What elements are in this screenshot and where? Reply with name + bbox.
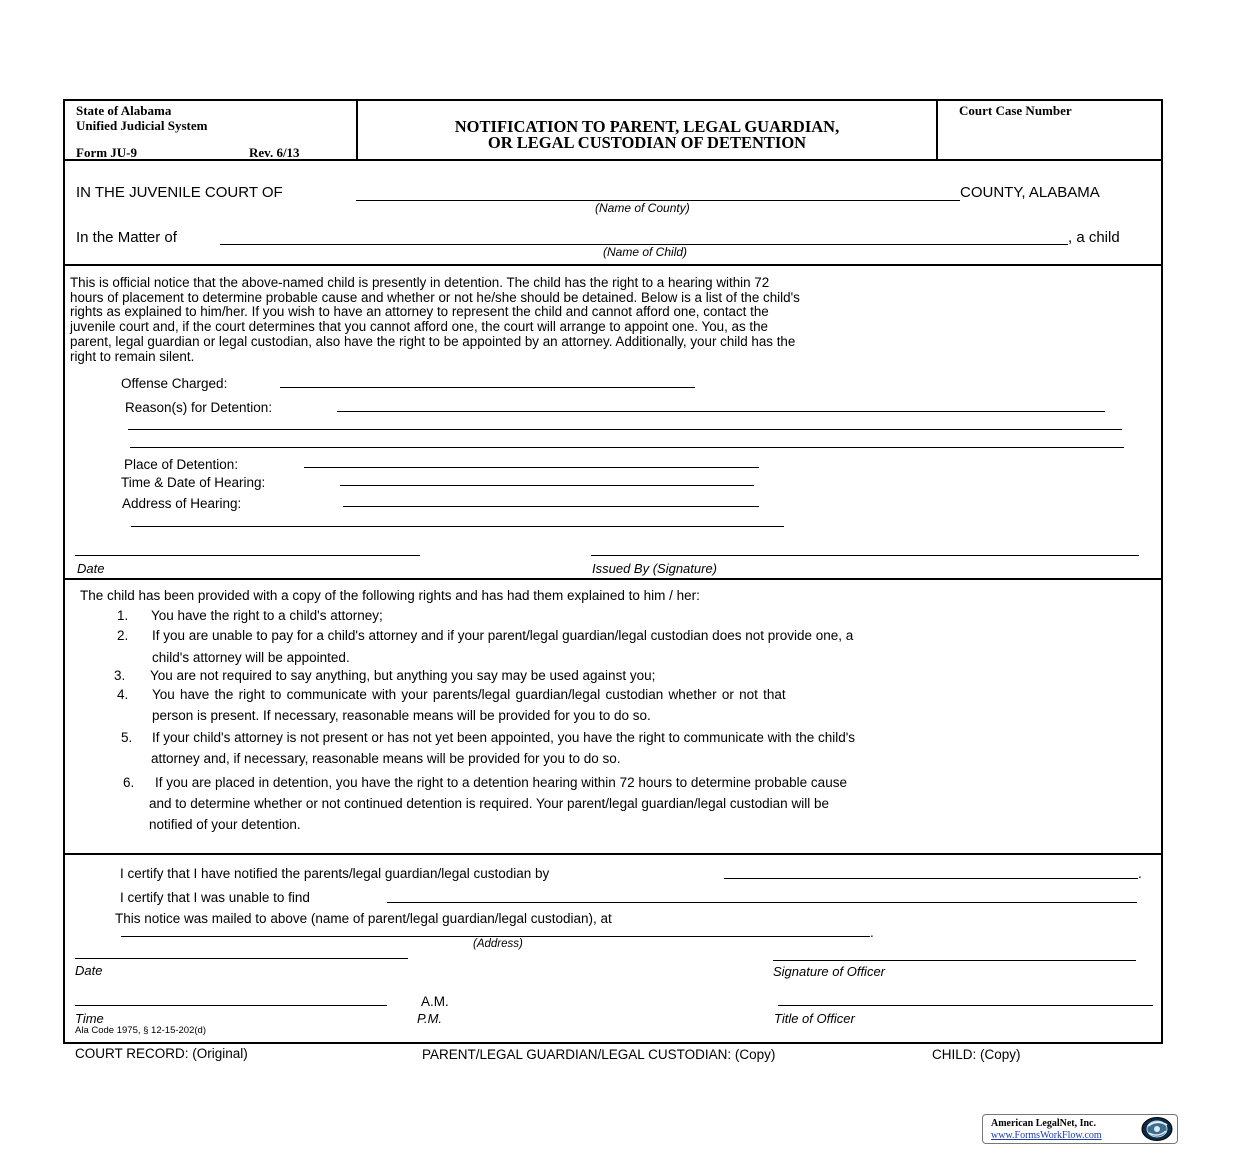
date-caption: Date [77,561,105,576]
reasons-field-1[interactable] [337,411,1105,412]
logo-url[interactable]: www.FormsWorkFlow.com [991,1130,1102,1141]
notice-line: juvenile court and, if the court determines that you cannot afford one, the court will arrange to appoint one. You, as the [70,319,769,335]
revision-label: Rev. 6/13 [249,145,300,160]
reasons-label: Reason(s) for Detention: [125,400,273,415]
address-label: Address of Hearing: [122,496,242,511]
right-text-4: You have the right to communicate with your parents/legal guardian/legal custodian whether or not that [152,687,786,702]
notice-line: rights as explained to him/her. If you wish to have an attorney to represent the child and cannot afford one, contact the [70,304,769,320]
case-number-label: Court Case Number [959,103,1072,118]
issued-by-caption: Issued By (Signature) [592,561,718,576]
court-section-divider [65,264,1161,266]
unable-to-find-field[interactable] [387,902,1137,903]
certify-date-caption: Date [75,963,103,978]
right-text-6: If you are placed in detention, you have the right to a detention hearing within 72 hours to determine probable cause [155,775,847,790]
certify-unable: I certify that I was unable to find [120,890,310,905]
address-field-2[interactable] [131,526,784,527]
form-title-line2: OR LEGAL CUSTODIAN OF DETENTION [487,133,807,152]
rights-section-divider [65,853,1161,855]
time-field[interactable] [75,1005,387,1006]
code-citation: Ala Code 1975, § 12-15-202(d) [75,1025,206,1036]
right-text-5b: attorney and, if necessary, reasonable means will be provided for you to do so. [151,751,621,766]
notified-by-field[interactable] [724,878,1138,879]
right-text-5: If your child's attorney is not present or has not yet been appointed, you have the right to communicate with the child's [152,730,856,745]
header-divider-right [936,101,938,161]
period-mark: . [1138,866,1142,881]
matter-prefix: In the Matter of [76,229,177,246]
right-text-3: You are not required to say anything, but anything you say may be used against you; [150,668,656,683]
officer-title-caption: Title of Officer [774,1011,855,1026]
certify-date-field[interactable] [75,958,408,959]
right-number-6: 6. [123,775,135,790]
distribution-child: CHILD: (Copy) [932,1047,1021,1062]
place-label: Place of Detention: [124,457,239,472]
offense-field[interactable] [280,387,695,388]
certify-notified: I certify that I have notified the parents/legal guardian/legal custodian by [120,866,550,881]
reasons-field-3[interactable] [130,447,1124,448]
officer-title-field[interactable] [778,1005,1153,1006]
american-legalnet-logo[interactable] [982,1114,1178,1144]
form-title [358,119,936,151]
county-caption: (Name of County) [595,201,690,215]
state-label: State of Alabama [76,103,172,118]
court-suffix: COUNTY, ALABAMA [960,184,1100,201]
am-label: A.M. [421,994,449,1009]
right-number-3: 3. [114,668,126,683]
date-field[interactable] [75,555,420,556]
notice-line: hours of placement to determine probable cause and whether or not he/she should be detained. Below is a list of the child's [70,289,800,305]
time-date-label: Time & Date of Hearing: [121,475,266,490]
right-number-1: 1. [117,608,129,623]
issued-by-signature-field[interactable] [591,555,1139,556]
notice-line: parent, legal guardian or legal custodian, also have the right to be appointed by an attorney. Additionally, your child has the [70,333,796,349]
system-label: Unified Judicial System [76,118,208,133]
right-number-2: 2. [117,628,129,643]
address-field-1[interactable] [343,506,759,507]
right-number-5: 5. [121,730,133,745]
officer-signature-caption: Signature of Officer [773,964,885,979]
reasons-field-2[interactable] [128,429,1122,430]
distribution-parent: PARENT/LEGAL GUARDIAN/LEGAL CUSTODIAN: (Copy) [422,1047,776,1062]
time-caption: Time [75,1011,104,1026]
right-text-1: You have the right to a child's attorney; [151,608,383,623]
right-number-4: 4. [117,687,129,702]
certify-mailed: This notice was mailed to above (name of parent/legal guardian/legal custodian), at [115,911,612,926]
right-text-2: If you are unable to pay for a child's attorney and if your parent/legal guardian/legal custodian does not provide one, a [152,628,854,643]
address-caption: (Address) [473,938,523,950]
child-caption: (Name of Child) [603,245,688,259]
right-text-2b: child's attorney will be appointed. [152,650,350,665]
matter-suffix: , a child [1068,229,1120,246]
time-date-field[interactable] [340,485,754,486]
globe-icon [1139,1116,1175,1142]
place-field[interactable] [304,467,759,468]
offense-label: Offense Charged: [121,376,228,391]
notice-paragraph [70,276,1150,364]
notice-line: This is official notice that the above-named child is presently in detention. The child has the right to a hearing within 72 [70,275,770,290]
form-number: Form JU-9 [76,145,138,160]
header-bottom-divider [65,159,1161,161]
period-mark: . [870,925,874,940]
notice-section-divider [65,578,1161,580]
case-number-field[interactable] [939,119,1159,155]
distribution-court: COURT RECORD: (Original) [75,1046,248,1061]
court-prefix: IN THE JUVENILE COURT OF [76,184,283,201]
officer-signature-field[interactable] [773,960,1136,961]
mailing-address-field[interactable] [121,936,870,937]
right-text-4b: person is present. If necessary, reasonable means will be provided for you to do so. [152,708,651,723]
right-text-6b: and to determine whether or not continued detention is required. Your parent/legal guardian/legal custodian will be [149,796,829,811]
form-title-line1: NOTIFICATION TO PARENT, LEGAL GUARDIAN, [454,117,840,136]
logo-company: American LegalNet, Inc. [991,1118,1096,1129]
notice-line: right to remain silent. [70,348,195,364]
right-text-6c: notified of your detention. [149,817,301,832]
rights-intro: The child has been provided with a copy of the following rights and has had them explained to him / her: [80,588,700,603]
pm-label: P.M. [417,1011,443,1026]
